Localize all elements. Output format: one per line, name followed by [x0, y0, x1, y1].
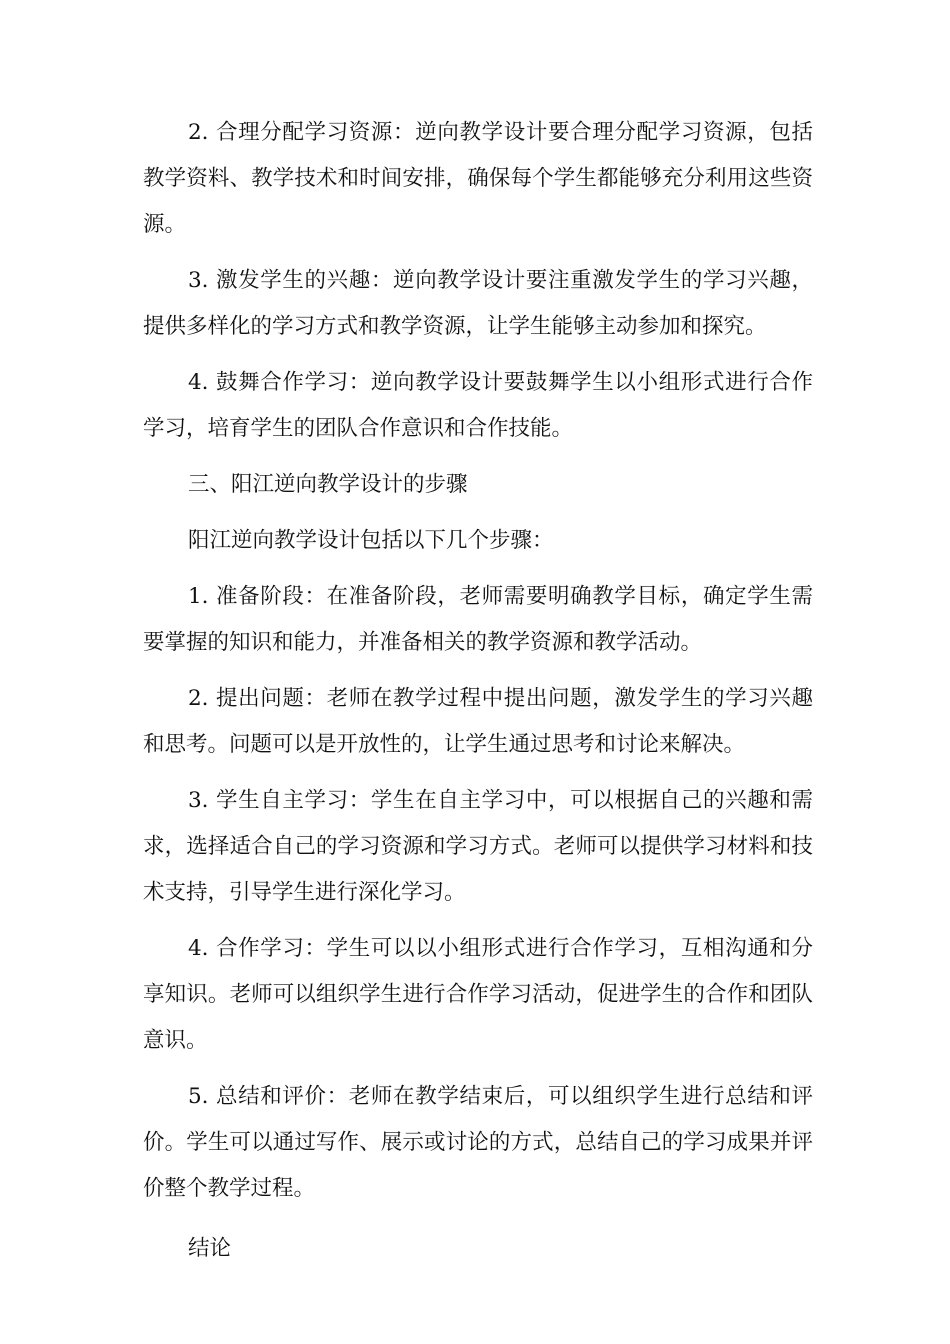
paragraph-step-summary: 5. 总结和评价：老师在教学结束后，可以组织学生进行总结和评价。学生可以通过写作、展示或讨论的方式，总结自己的学习成果并评价整个教学过程。	[143, 1084, 813, 1201]
paragraph-step-questions: 2. 提出问题：老师在教学过程中提出问题，激发学生的学习兴趣和思考。问题可以是开放性的，让学生通过思考和讨论来解决。	[143, 686, 813, 757]
paragraph-step-cooperation: 4. 合作学习：学生可以以小组形式进行合作学习，互相沟通和分享知识。老师可以组织学生进行合作学习活动，促进学生的合作和团队意识。	[143, 936, 813, 1053]
section-heading-steps: 三、阳江逆向教学设计的步骤	[188, 472, 468, 497]
paragraph-stimulate-interest: 3. 激发学生的兴趣：逆向教学设计要注重激发学生的学习兴趣，提供多样化的学习方式和教学资源，让学生能够主动参加和探究。	[143, 268, 813, 339]
document-body	[143, 110, 813, 1282]
paragraph-cooperative-learning: 4. 鼓舞合作学习：逆向教学设计要鼓舞学生以小组形式进行合作学习，培育学生的团队合作意识和合作技能。	[143, 370, 813, 441]
paragraph-step-self-study: 3. 学生自主学习：学生在自主学习中，可以根据自己的兴趣和需求，选择适合自己的学习资源和学习方式。老师可以提供学习材料和技术支持，引导学生进行深化学习。	[143, 788, 813, 905]
paragraph-step-preparation: 1. 准备阶段：在准备阶段，老师需要明确教学目标，确定学生需要掌握的知识和能力，并准备相关的教学资源和教学活动。	[143, 584, 813, 655]
paragraph-allocate-resources: 2. 合理分配学习资源：逆向教学设计要合理分配学习资源，包括教学资料、教学技术和时间安排，确保每个学生都能够充分利用这些资源。	[143, 120, 813, 237]
paragraph-steps-intro: 阳江逆向教学设计包括以下几个步骤：	[188, 528, 554, 553]
section-heading-conclusion: 结论	[188, 1236, 232, 1261]
